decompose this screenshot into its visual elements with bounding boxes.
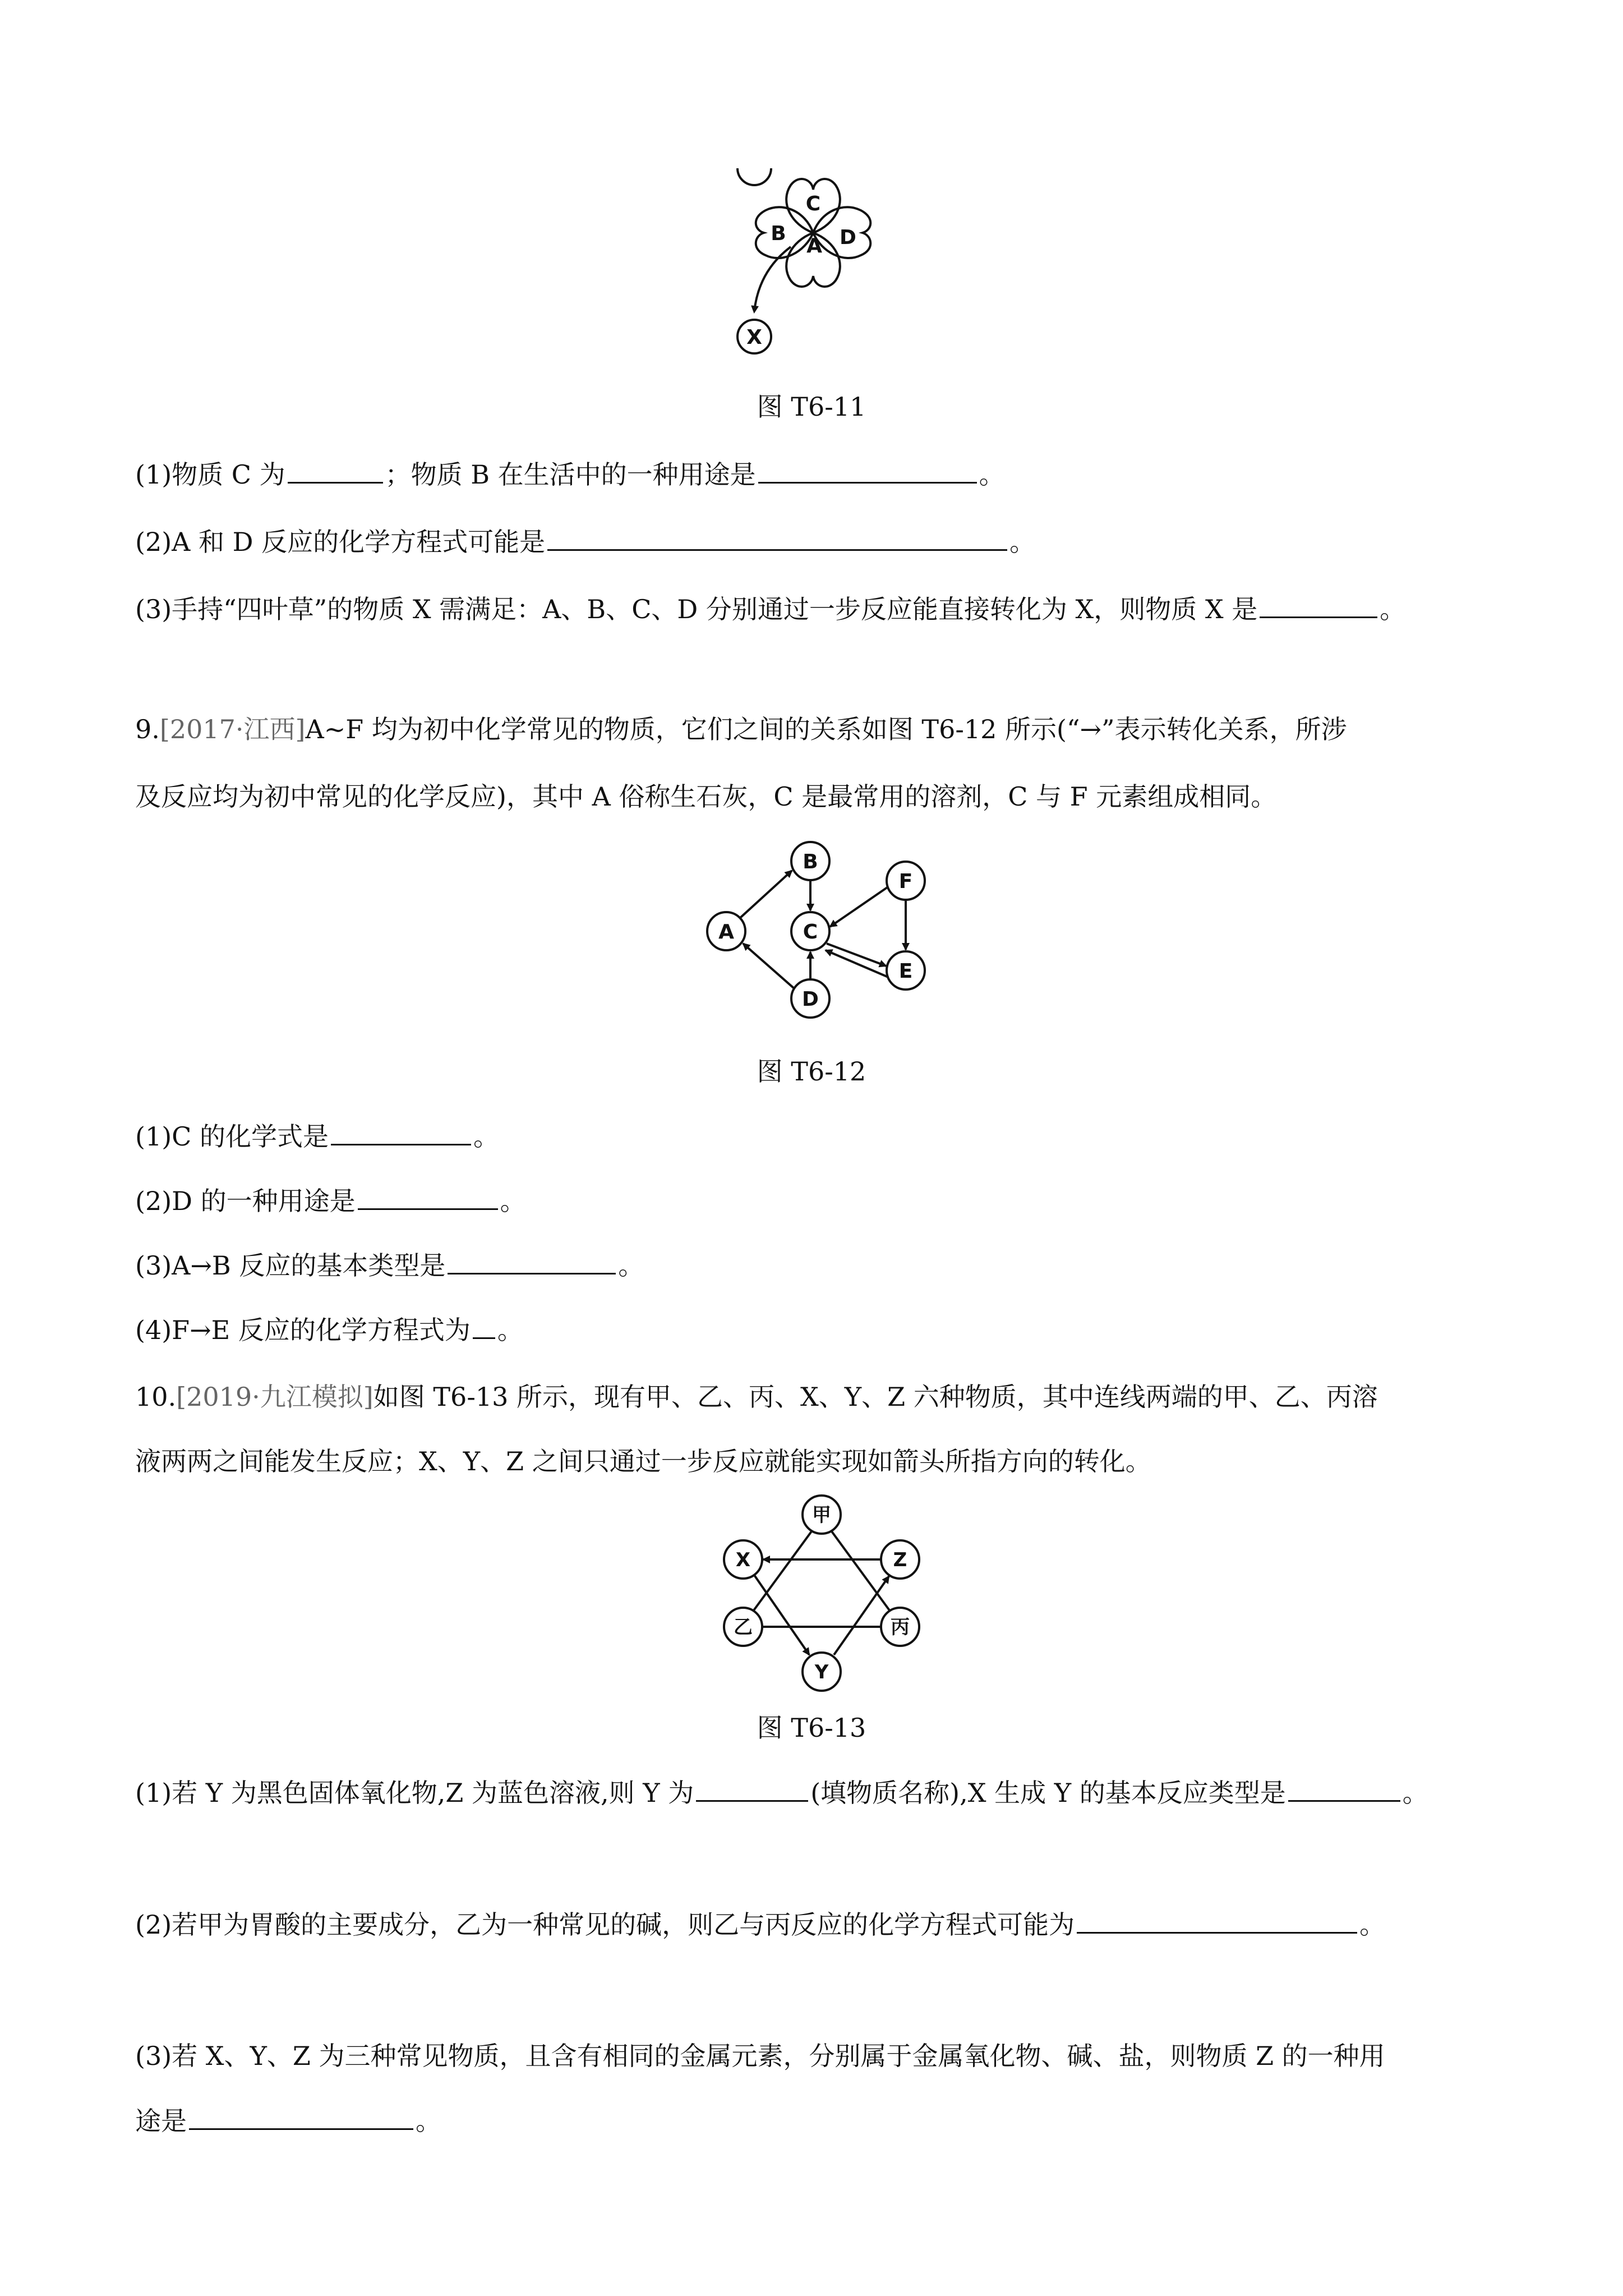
q10-part3-line2: 途是 。 [135, 2104, 441, 2138]
q9-stem-line1: 9.[2017·江西]A~F 均为初中化学常见的物质，它们之间的关系如图 T6-12 所示(“→”表示转化关系，所涉 [135, 714, 1347, 744]
q8-part1: (1)物质 C 为 ；物质 B 在生活中的一种用途是 。 [135, 457, 1005, 491]
answer-blank-q9-2[interactable] [358, 1184, 498, 1210]
q10-part3-line1: (3)若 X、Y、Z 为三种常见物质，且含有相同的金属元素，分别属于金属氧化物、碱、盐，则物质 Z 的一种用 [135, 2041, 1385, 2071]
answer-blank-q8-1a[interactable] [288, 457, 383, 484]
answer-blank-q9-4[interactable] [473, 1313, 495, 1339]
answer-blank-q10-3[interactable] [189, 2104, 413, 2130]
label-jia: 甲 [812, 1504, 831, 1526]
label-c: C [805, 192, 821, 215]
arrow-y-z [834, 1576, 889, 1655]
answer-blank-q8-3[interactable] [1260, 592, 1377, 618]
label-f: F [898, 870, 913, 893]
q10-source-ref: [2019·九江模拟] [176, 1382, 374, 1412]
label-d: D [802, 988, 819, 1011]
label-b: B [771, 222, 786, 245]
answer-blank-q9-1[interactable] [331, 1119, 471, 1145]
caption-t6-11: 图 T6-11 [757, 392, 866, 422]
label-z: Z [893, 1549, 907, 1571]
q8-part3: (3)手持“四叶草”的物质 X 需满足：A、B、C、D 分别通过一步反应能直接转化为 X，则物质 X 是 。 [135, 592, 1405, 626]
q10-part1: (1)若 Y 为黑色固体氧化物,Z 为蓝色溶液,则 Y 为 (填物质名称),X 生成 Y 的基本反应类型是 。 [135, 1775, 1428, 1810]
q10-stem-line2: 液两两之间能发生反应；X、Y、Z 之间只通过一步反应就能实现如箭头所指方向的转化。 [135, 1446, 1151, 1476]
node-x-circle [737, 168, 771, 185]
arrow-f-c [830, 887, 887, 927]
label-e: E [898, 960, 913, 983]
label-x: X [746, 326, 762, 349]
answer-blank-q8-2[interactable] [547, 524, 1007, 551]
arrow-a-b [740, 871, 792, 918]
label-c: C [803, 921, 818, 944]
label-b: B [803, 850, 818, 873]
q9-part4: (4)F→E 反应的化学方程式为 。 [135, 1313, 523, 1347]
q10-stem-line1: 10.[2019·九江模拟]如图 T6-13 所示，现有甲、乙、丙、X、Y、Z 六种物质，其中连线两端的甲、乙、丙溶 [135, 1382, 1378, 1412]
q9-source-ref: [2017·江西] [159, 714, 306, 744]
line-jia-bing [832, 1531, 890, 1611]
arrow-d-a [743, 944, 794, 988]
answer-blank-q10-1a[interactable] [696, 1775, 808, 1802]
line-jia-yi [753, 1531, 811, 1611]
label-bing: 丙 [891, 1616, 910, 1639]
q9-stem-line2: 及反应均为初中常见的化学反应)，其中 A 俗称生石灰，C 是最常用的溶剂，C 与 F 元素组成相同。 [135, 781, 1277, 812]
answer-blank-q10-1b[interactable] [1288, 1775, 1400, 1802]
figure-t6-13 [709, 1492, 934, 1694]
q8-part2: (2)A 和 D 反应的化学方程式可能是 。 [135, 524, 1035, 559]
label-d: D [840, 226, 856, 249]
label-y: Y [814, 1661, 829, 1683]
label-a: A [718, 921, 734, 944]
label-x: X [735, 1549, 751, 1571]
q10-part2: (2)若甲为胃酸的主要成分，乙为一种常见的碱，则乙与丙反应的化学方程式可能为 。 [135, 1907, 1385, 1941]
caption-t6-13: 图 T6-13 [757, 1713, 866, 1743]
caption-t6-12: 图 T6-12 [757, 1056, 866, 1087]
label-yi: 乙 [734, 1616, 753, 1639]
label-a: A [806, 234, 822, 257]
q9-part2: (2)D 的一种用途是 。 [135, 1184, 526, 1218]
answer-blank-q8-1b[interactable] [758, 457, 977, 484]
answer-blank-q9-3[interactable] [448, 1248, 616, 1274]
arrow-x-y [754, 1575, 809, 1655]
figure-t6-12 [695, 836, 942, 1021]
figure-t6-11 [729, 168, 897, 370]
q9-part3: (3)A→B 反应的基本类型是 。 [135, 1248, 644, 1282]
q9-part1: (1)C 的化学式是 。 [135, 1119, 499, 1153]
answer-blank-q10-2[interactable] [1077, 1907, 1357, 1934]
